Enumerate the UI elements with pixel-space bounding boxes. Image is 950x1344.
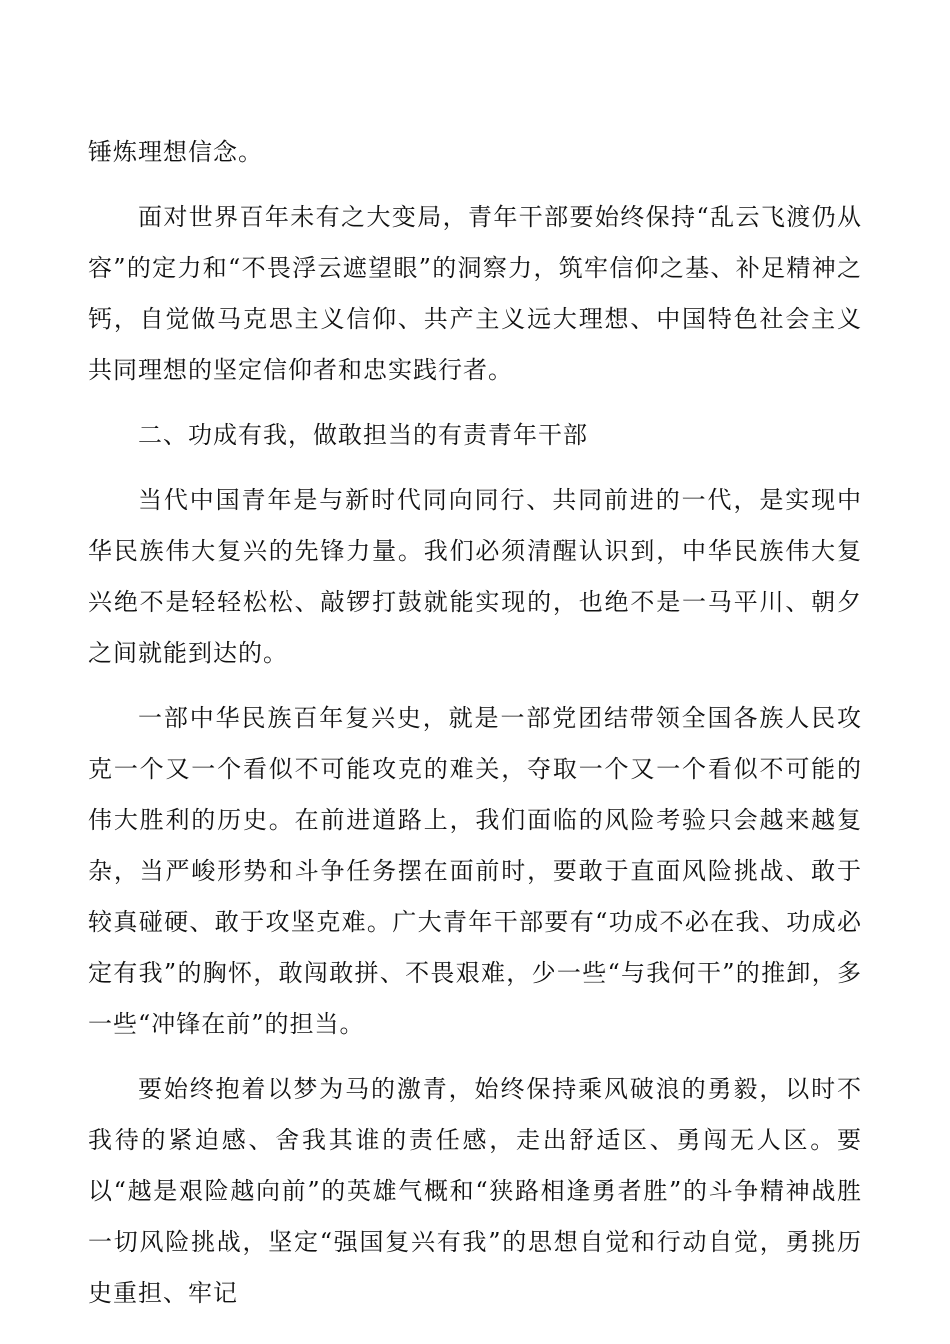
paragraph-gap	[88, 1050, 862, 1064]
paragraph-gap	[88, 679, 862, 693]
paragraph-5: 要始终抱着以梦为马的激青，始终保持乘风破浪的勇毅，以时不我待的紧迫感、舍我其谁的责任感，走出舒适区、勇闯无人区。要以“越是艰险越向前”的英雄气概和“狭路相逢勇者胜”的斗争精神战胜一切风险挑战，坚定“强国复兴有我”的思想自觉和行动自觉，勇挑历史重担、牢记	[88, 1075, 862, 1307]
paragraph-4: 一部中华民族百年复兴史，就是一部党团结带领全国各族人民攻克一个又一个看似不可能攻克的难关，夺取一个又一个看似不可能的伟大胜利的历史。在前进道路上，我们面临的风险考验只会越来越复杂，当严峻形势和斗争任务摆在面前时，要敢于直面风险挑战、敢于较真碰硬、敢于攻坚克难。广大青年干部要有“功成不必在我、功成必定有我”的胸怀，敢闯敢拼、不畏艰难，少一些“与我何干”的推卸，多一些“冲锋在前”的担当。	[88, 704, 862, 1038]
paragraph-gap	[88, 396, 862, 410]
paragraph-gap	[88, 178, 862, 192]
paragraph-3: 当代中国青年是与新时代同向同行、共同前进的一代，是实现中华民族伟大复兴的先锋力量。我们必须清醒认识到，中华民族伟大复兴绝不是轻轻松松、敲锣打鼓就能实现的，也绝不是一马平川、朝夕之间就能到达的。	[88, 486, 862, 667]
paragraph-2: 面对世界百年未有之大变局，青年干部要始终保持“乱云飞渡仍从容”的定力和“不畏浮云遮望眼”的洞察力，筑牢信仰之基、补足精神之钙，自觉做马克思主义信仰、共产主义远大理想、中国特色社会主义共同理想的坚定信仰者和忠实践行者。	[88, 203, 862, 384]
section-heading: 二、功成有我，做敢担当的有责青年干部	[138, 421, 588, 449]
paragraph-gap	[88, 461, 862, 475]
document-page	[88, 127, 862, 1319]
paragraph-1: 锤炼理想信念。	[88, 138, 263, 166]
